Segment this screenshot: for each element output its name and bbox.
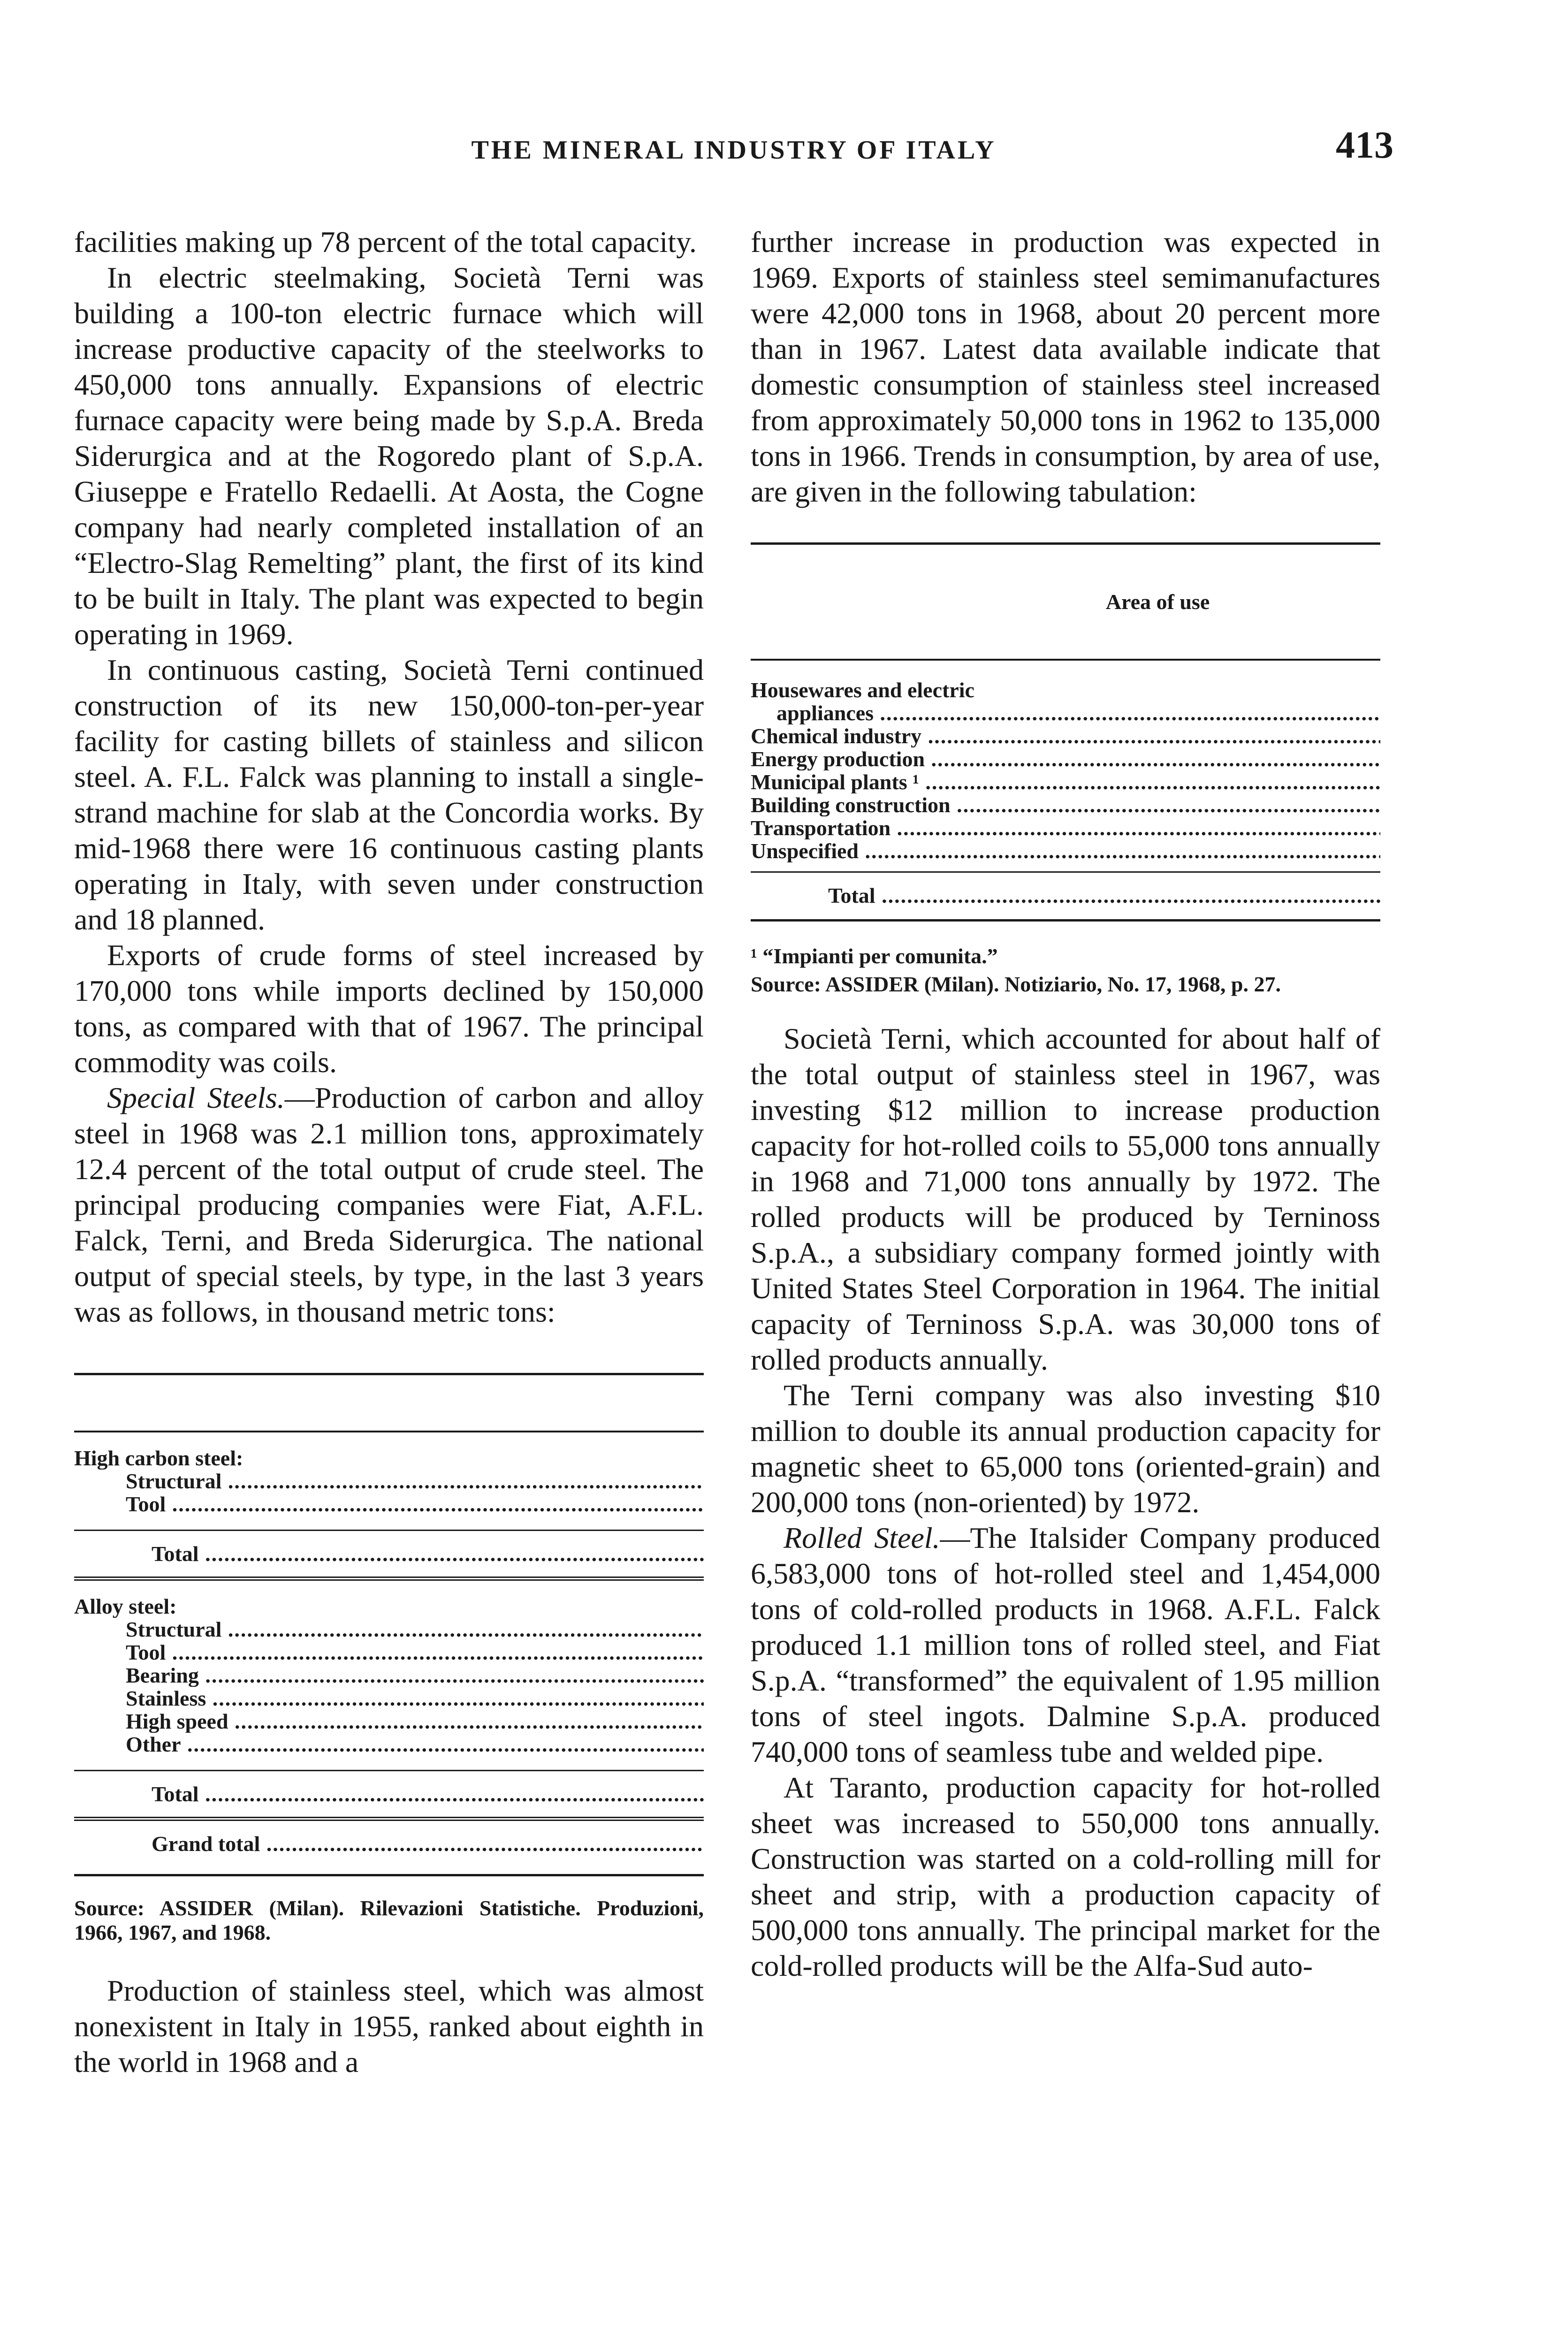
table-total-row [74,1771,704,1819]
table-row [751,793,1380,816]
table-row [74,1493,704,1516]
row-label: Total ..... [152,1782,704,1806]
page-number: 413 [1336,123,1393,166]
paragraph: Società Terni, which accounted for about half of the total output of stainless steel in 1967, was investing $12 million to increase production capacity for hot-rolled coils to 55,000 tons annually in 1968 and 71,000 tons annually by 1972. The rolled products will be produced by Terninoss S.p.A., a subsidiary company formed jointly with United States Steel Corporation in 1964. The initial capacity of Terninoss S.p.A. was 30,000 tons of rolled products annually. [751,1021,1380,1376]
row-label: Stainless ..... [126,1687,704,1710]
table-row [74,1710,704,1733]
right-column [751,224,1380,2326]
paragraph: The Terni company was also investing $10 million to double its annual production capacity for magnetic sheet to 65,000 tons (oriented-grain) and 200,000 tons (non-oriented) by 1972. [751,1378,1380,1519]
table-row [74,1687,704,1710]
consumption-table [751,542,1380,922]
table-row [74,1733,704,1756]
row-group-heading: High carbon steel: [74,1447,244,1470]
row-label: Transportation ..... [751,816,1380,839]
paragraph-text: —Production of carbon and alloy steel in 1968 was 2.1 million tons, approximately 12.4 percent of the total output of crude steel. The principal producing companies were Fiat, A.F.L. Falck, Terni, and Breda Siderurgica. The national output of special steels, by type, in the last 3 years was as follows, in thousand metric tons: [74,1081,704,1328]
table-row [751,747,1380,770]
row-label: High speed ..... [126,1710,704,1733]
section-lead-in: Special Steels. [107,1081,285,1114]
table-grand-total-row [74,1819,704,1875]
table-row [74,1618,704,1641]
paragraph: further increase in production was expected in 1969. Exports of stainless steel semimanufactures were 42,000 tons in 1968, about 20 percent more than in 1967. Latest data available indicate that domestic consumption of stainless steel increased from approximately 50,000 tons in 1962 to 135,000 tons in 1966. Trends in consumption, by area of use, are given in the following tabulation: [751,225,1380,508]
paragraph: At Taranto, production capacity for hot-rolled sheet was increased to 550,000 tons annually. Construction was started on a cold-rolling mill for sheet and strip, with a production capacity of 500,000 tons annually. The principal market for the cold-rolled products will be the Alfa-Sud auto- [751,1770,1380,1982]
row-label: Building construction ..... [751,793,1380,816]
table-header-cell [74,1374,704,1432]
row-label: Other ..... [126,1733,704,1756]
table-row [74,1447,704,1470]
special-steels-table [74,1373,704,1876]
table-source-note: Source: ASSIDER (Milan). Notiziario, No. 17, 1968, p. 27. [751,972,1281,996]
paragraph [751,1520,1380,1770]
paragraph: Production of stainless steel, which was almost nonexistent in Italy in 1955, ranked about eighth in the world in 1968 and a [74,1974,704,2079]
paragraph: Exports of crude forms of steel increased by 170,000 tons while imports declined by 150,000 tons, as compared with that of 1967. The principal commodity was coils. [74,938,704,1079]
row-label: Grand total ..... [152,1832,704,1856]
paragraph: In electric steelmaking, Società Terni was building a 100-ton electric furnace which will increase productive capacity of the steelworks to 450,000 tons annually. Expansions of electric furnace capacity were being made by S.p.A. Breda Siderurgica and at the Rogoredo plant of S.p.A. Giuseppe e Fratello Redaelli. At Aosta, the Cogne company had nearly completed installation of an “Electro-Slag Remelting” plant, the first of its kind to be built in Italy. The plant was expected to begin operating in 1969. [74,261,704,651]
left-column [74,224,704,2326]
table-row [751,701,1380,724]
table-row [74,1470,704,1493]
table-total-row [74,1531,704,1579]
table-header-row [751,544,1380,616]
row-label: Energy production ..... [751,747,1380,770]
table-row [751,816,1380,839]
table-row [74,1595,704,1618]
row-label: Municipal plants ¹ ..... [751,770,1380,793]
table-row [74,1641,704,1664]
paragraph [74,1080,704,1330]
row-label: appliances ..... [776,701,1380,724]
row-label: Housewares and electric [751,678,974,701]
table-header-row [74,1374,704,1432]
table-row [751,678,1380,701]
table-row [74,1664,704,1687]
table-row [751,770,1380,793]
table-total-row [751,872,1380,920]
row-label: Tool ..... [126,1493,704,1516]
section-lead-in: Rolled Steel. [784,1521,940,1554]
table-row [751,839,1380,862]
table-source-note: Source: ASSIDER (Milan). Rilevazioni Statistiche. Produzioni, 1966, 1967, and 1968. [74,1896,704,1944]
row-label: Tool ..... [126,1641,704,1664]
row-label: Bearing ..... [126,1664,704,1687]
row-label: Structural ..... [126,1470,704,1493]
paragraph-text: —The Italsider Company produced 6,583,000 tons of hot-rolled steel and 1,454,000 tons of cold-rolled products in 1968. A.F.L. Falck produced 1.1 million tons of rolled steel, and Fiat S.p.A. “transformed” the equivalent of 1.95 million tons of steel ingots. Dalmine S.p.A. produced 740,000 tons of seamless tube and welded pipe. [751,1521,1380,1768]
page-header [74,123,1393,189]
row-label: Total ..... [828,884,1380,907]
row-label: Unspecified ..... [751,839,1380,862]
table-header-cell: Area of use [751,544,1380,660]
row-group-heading: Alloy steel: [74,1595,177,1618]
row-label: Chemical industry ..... [751,724,1380,747]
row-label: Total ..... [152,1542,704,1566]
table-row [751,724,1380,747]
paragraph: facilities making up 78 percent of the total capacity. [74,225,697,259]
table-footnote: ¹ “Impianti per comunita.” [751,944,998,968]
paragraph: In continuous casting, Società Terni continued construction of its new 150,000-ton-per-year facility for casting billets of stainless and silicon steel. A. F.L. Falck was planning to install a single-strand machine for slab at the Concordia works. By mid-1968 there were 16 continuous casting plants operating in Italy, with seven under construction and 18 planned. [74,653,704,936]
row-label: Structural ..... [126,1618,704,1641]
running-title: THE MINERAL INDUSTRY OF ITALY [471,136,997,165]
